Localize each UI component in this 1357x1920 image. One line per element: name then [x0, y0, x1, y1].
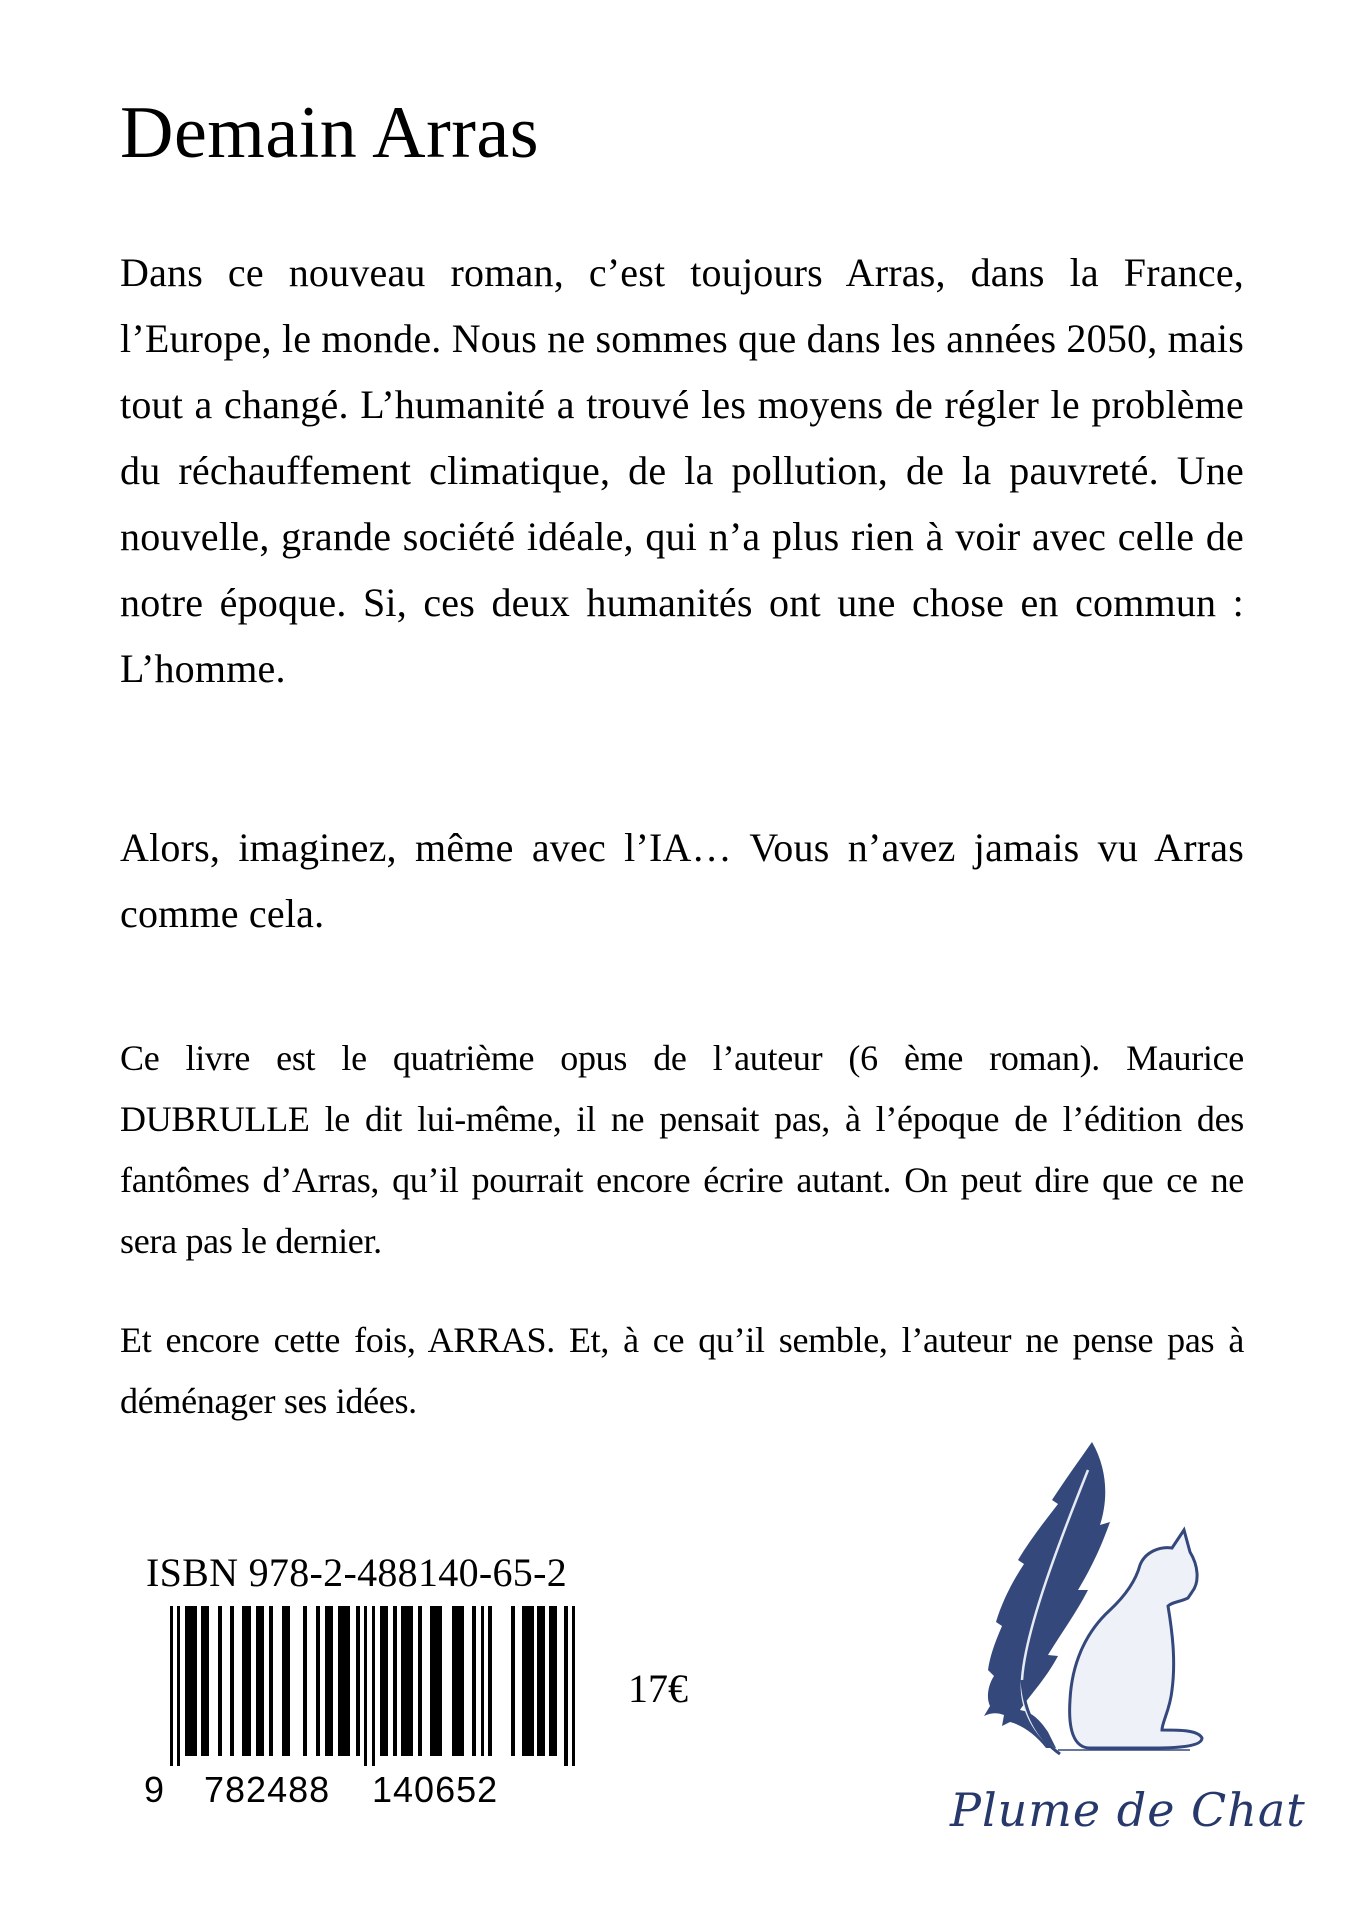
barcode-digits-right: 140652	[372, 1769, 499, 1810]
publisher-name: Plume de Chat	[950, 1783, 1306, 1837]
isbn-barcode	[168, 1606, 584, 1766]
price-label: 17€	[628, 1666, 688, 1711]
isbn-label: ISBN 978-2-488140-65-2	[146, 1550, 568, 1595]
feather-and-cat-icon	[940, 1430, 1270, 1780]
book-title: Demain Arras	[120, 92, 540, 174]
barcode-digits-left: 782488	[204, 1769, 331, 1810]
author-paragraph: Et encore cette fois, ARRAS. Et, à ce qu’il semble, l’auteur ne pense pas à déménager ses idées.	[120, 1320, 1244, 1421]
author-paragraph: Ce livre est le quatrième opus de l’auteur (6 ème roman). Maurice DUBRULLE le dit lui-même, il ne pensait pas, à l’époque de l’édition des fantômes d’Arras, qu’il pourrait encore écrire autant. On peut dire que ce ne sera pas le dernier.	[120, 1038, 1244, 1261]
synopsis-paragraph: Dans ce nouveau roman, c’est toujours Arras, dans la France, l’Europe, le monde. Nous ne sommes que dans les années 2050, mais tout a changé. L’humanité a trouvé les moyens de régler le problème du réchauffement climatique, de la pollution, de la pauvreté. Une nouvelle, grande société idéale, qui n’a plus rien à voir avec celle de notre époque. Si, ces deux humanités ont une chose en commun : L’homme.	[120, 250, 1244, 691]
barcode-digit-first: 9	[144, 1769, 166, 1810]
synopsis-paragraph: Alors, imaginez, même avec l’IA… Vous n’avez jamais vu Arras comme cela.	[120, 825, 1244, 936]
